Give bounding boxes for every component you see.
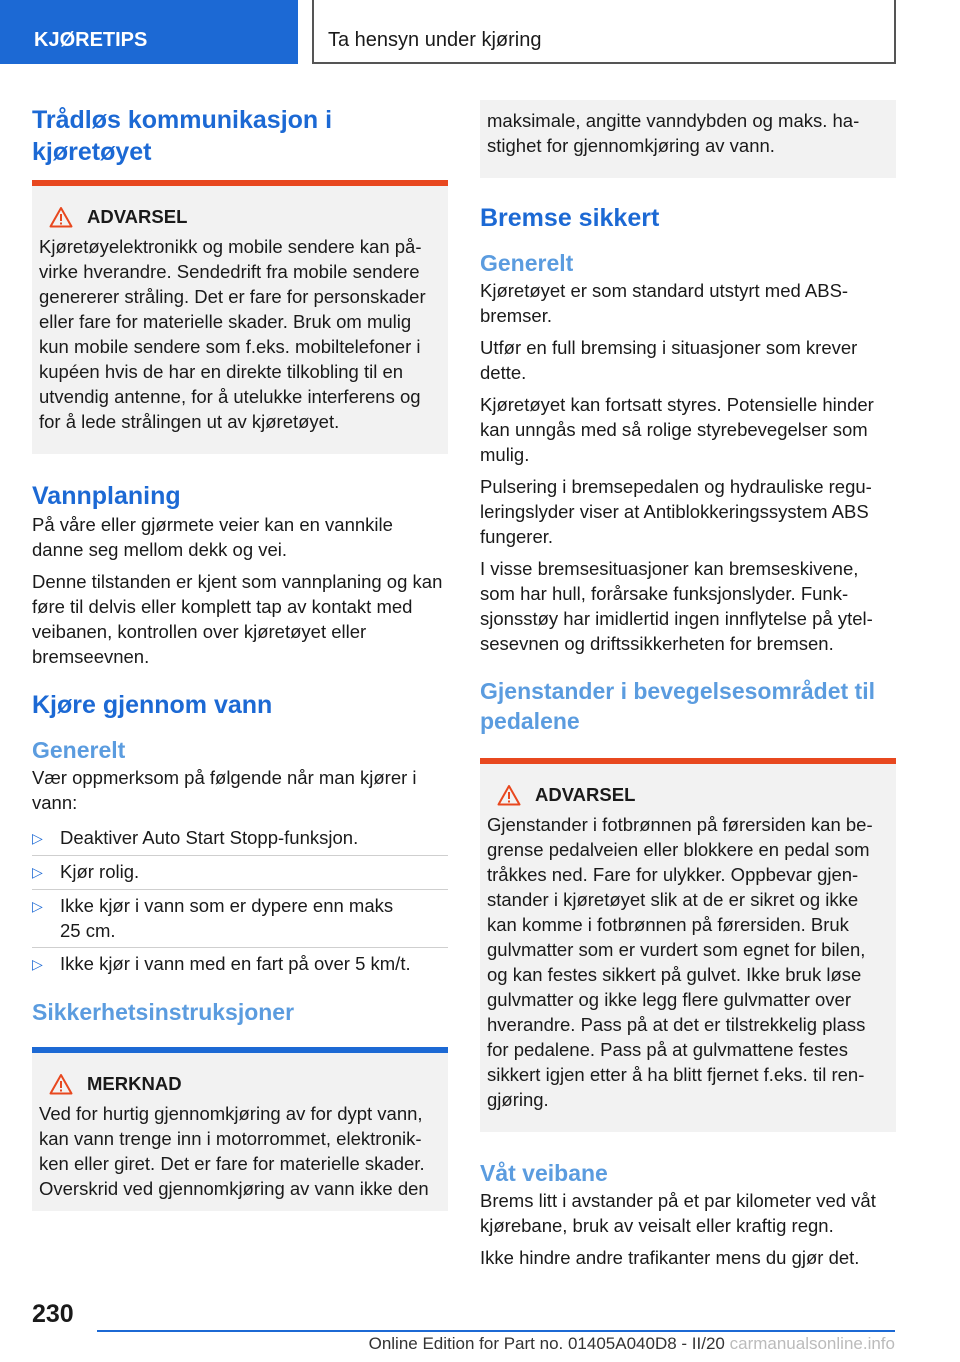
warning-text: Kjøretøyelektronikk og mobile sendere kan påvirke hverandre. Sendedrift fra mobile sendere genererer stråling. Det er fare for personskader eller fare for materielle skader. Bruk om mulig kun mobile sendere som f.eks. mobiltelefoner i kupéen hvis de har en direkte tilkobling til en utvendig antenne, for å utelukke interferens og for å lede strålingen ut av kjøretøyet. bbox=[39, 236, 426, 432]
warning-label: ADVARSEL bbox=[535, 784, 636, 805]
note-box-water bbox=[32, 1047, 448, 1211]
warning-box-wireless bbox=[32, 180, 448, 454]
warning-header bbox=[487, 782, 886, 808]
heading-brake-safely: Bremse sikkert bbox=[480, 204, 660, 232]
triangle-bullet-icon: ▷ bbox=[32, 830, 43, 846]
note-text: Ved for hurtig gjennomkjøring av for dypt vann, kan vann trenge inn i motorrommet, elektronikken eller giret. Det er fare for materielle skader. Overskrid ved gjennomkjøring av vann ikke den bbox=[39, 1103, 429, 1199]
heading-wireless: Trådløs kommunikasjon i kjøretøyet bbox=[32, 106, 333, 166]
subheading-general: Generelt bbox=[32, 737, 126, 763]
list-item: ▷ Ikke kjør i vann som er dypere enn maks 25 cm. bbox=[32, 890, 448, 948]
list-item: ▷ Ikke kjør i vann med en fart på over 5 km/t. bbox=[32, 948, 448, 981]
edition-info bbox=[300, 1334, 895, 1354]
topic-title: Ta hensyn under kjøring bbox=[312, 0, 896, 64]
left-column bbox=[32, 100, 448, 1211]
aquaplaning-paragraph-2: Denne tilstanden er kjent som vannplaning og kan føre til delvis eller komplett tap av kontakt med veibanen, kontrollen over kjøretøyet eller bremseevnen. bbox=[32, 571, 443, 667]
warning-triangle-icon bbox=[49, 206, 73, 228]
wet-paragraph-2: Ikke hindre andre trafikanter mens du gjør det. bbox=[480, 1247, 860, 1268]
brake-paragraph-4: Pulsering i bremsepedalen og hydrauliske reguleringslyder viser at Antiblokkeringssystem ABS fungerer. bbox=[480, 476, 872, 547]
water-list bbox=[32, 822, 448, 981]
brake-paragraph-5: I visse bremsesituasjoner kan bremseskivene, som har hull, forårsake funksjonslyder. Funksjonsstøy har imidlertid ingen innflytelse på ytelsesevnen og driftssikkerheten for bremsen. bbox=[480, 558, 873, 654]
section-tab: KJØRETIPS bbox=[0, 0, 298, 64]
note-continued-text: maksimale, angitte vanndybden og maks. hastighet for gjennomkjøring av vann. bbox=[487, 110, 860, 156]
list-item: ▷ Deaktiver Auto Start Stopp-funksjon. bbox=[32, 822, 448, 856]
triangle-bullet-icon: ▷ bbox=[32, 956, 43, 972]
brake-paragraph-1: Kjøretøyet er som standard utstyrt med ABS-bremser. bbox=[480, 280, 849, 326]
aquaplaning-paragraph-1: På våre eller gjørmete veier kan en vannkile danne seg mellom dekk og vei. bbox=[32, 514, 393, 560]
warning-label: ADVARSEL bbox=[87, 206, 188, 227]
watermark-brand: carmanualsonline.info bbox=[729, 1334, 895, 1353]
right-column bbox=[480, 100, 896, 1277]
warning-box-pedals bbox=[480, 758, 896, 1132]
edition-text: Online Edition for Part no. 01405A040D8 - II/20 bbox=[368, 1334, 725, 1353]
triangle-bullet-icon: ▷ bbox=[32, 864, 43, 880]
heading-wet-road: Våt veibane bbox=[480, 1160, 608, 1186]
triangle-bullet-icon: ▷ bbox=[32, 898, 43, 914]
note-box-continued bbox=[480, 100, 896, 178]
subheading-general: Generelt bbox=[480, 250, 574, 276]
list-item: ▷ Kjør rolig. bbox=[32, 856, 448, 890]
heading-water-driving: Kjøre gjennom vann bbox=[32, 691, 273, 719]
water-intro: Vær oppmerksom på følgende når man kjører i vann: bbox=[32, 767, 417, 813]
footer-divider bbox=[97, 1330, 895, 1332]
wet-paragraph-1: Brems litt i avstander på et par kilometer ved våt kjørebane, bruk av veisalt eller kraftig regn. bbox=[480, 1190, 876, 1236]
heading-pedal-objects: Gjenstander i bevegelsesområdet til pedalene bbox=[480, 678, 875, 734]
warning-triangle-icon bbox=[49, 1073, 73, 1095]
page-header bbox=[0, 0, 960, 66]
warning-text: Gjenstander i fotbrønnen på førersiden kan begrense pedalveien eller blokkere en pedal som tråkkes ned. Fare for ulykker. Oppbevar gjenstander i kjøretøyet slik at de er sikret og ikke kan komme i fotbrønnen på førersiden. Bruk gulvmatter som er vurdert som egnet for bilen, og kan festes sikkert på gulvet. Ikke bruk løse gulvmatter og ikke legg flere gulvmatter over hverandre. Pass på at det er tilstrekkelig plass for pedalene. Pass på at gulvmattene festes sikkert igjen etter å ha blitt fjernet f.eks. til rengjøring. bbox=[487, 814, 873, 1110]
warning-triangle-icon bbox=[497, 784, 521, 806]
heading-safety-instructions: Sikkerhetsinstruksjoner bbox=[32, 999, 295, 1025]
brake-paragraph-3: Kjøretøyet kan fortsatt styres. Potensielle hinder kan unngås med så rolige styrebevegelser som mulig. bbox=[480, 394, 874, 465]
page-number: 230 bbox=[32, 1300, 74, 1328]
warning-header bbox=[39, 204, 438, 230]
heading-aquaplaning: Vannplaning bbox=[32, 482, 181, 510]
note-header bbox=[39, 1071, 438, 1097]
note-label: MERKNAD bbox=[87, 1073, 182, 1094]
brake-paragraph-2: Utfør en full bremsing i situasjoner som krever dette. bbox=[480, 337, 858, 383]
